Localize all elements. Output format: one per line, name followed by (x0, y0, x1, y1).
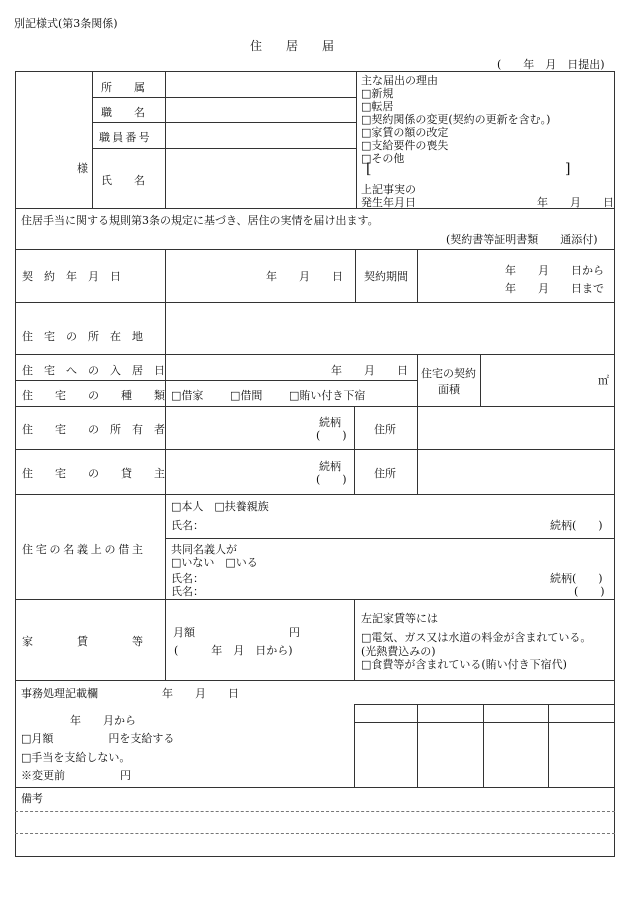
fact-date[interactable]: 年 月 日 (537, 196, 614, 209)
other-bracket-open: [ (366, 161, 372, 177)
reason-loss-checkbox[interactable]: □支給要件の喪失 (361, 139, 449, 152)
reason-new-checkbox[interactable]: □新規 (361, 87, 394, 100)
area-unit: ㎡ (598, 374, 609, 387)
lender-relation-value[interactable]: ( ) (316, 473, 347, 486)
co-name-2-label: 氏名： (171, 585, 204, 598)
sama-label: 様 (77, 162, 88, 175)
reason-move-checkbox[interactable]: □転居 (361, 100, 394, 113)
office-before-change[interactable]: ※変更前 円 (21, 769, 131, 782)
rent-includes-meals[interactable]: □食費等が含まれている(賄い付き下宿代) (361, 658, 567, 671)
co-name-1-label: 氏名： (171, 572, 204, 585)
office-date[interactable]: 年 月 日 (162, 687, 239, 700)
submission-date[interactable]: ( 年 月 日提出) (497, 58, 605, 71)
reason-heading: 主な届出の理由 (361, 74, 438, 87)
reason-contract-change-checkbox[interactable]: □契約関係の変更(契約の更新を含む。) (361, 113, 551, 126)
area-label-2: 面積 (438, 383, 460, 396)
affiliation-label: 所 属 (101, 81, 145, 94)
office-monthly-checkbox[interactable]: □月額 円を支給する (21, 732, 175, 745)
housing-type-label: 住 宅 の 種 類 (22, 389, 165, 402)
owner-relation-value[interactable]: ( ) (316, 429, 347, 442)
other-bracket-close: ] (565, 161, 571, 177)
contract-date-label: 契 約 年 月 日 (22, 270, 121, 283)
stamp-box-1[interactable] (355, 723, 417, 787)
rent-includes-utilities[interactable]: □電気、ガス又は水道の料金が含まれている。 (361, 631, 592, 644)
remarks-label: 備考 (21, 792, 43, 805)
stamp-box-3[interactable] (484, 723, 548, 787)
declaration-text: 住居手当に関する規則第3条の規定に基づき、居住の実情を届け出ます。 (21, 214, 379, 227)
office-heading: 事務処理記載欄 (21, 687, 98, 700)
move-in-label: 住 宅 へ の 入 居 日 (22, 364, 165, 377)
office-from[interactable]: 年 月から (70, 714, 136, 727)
owner-label: 住 宅 の 所 有 者 (22, 423, 165, 436)
staff-number-label: 職員番号 (99, 131, 152, 144)
contract-from[interactable]: 年 月 日から (505, 264, 604, 277)
rent-includes-heading: 左記家賃等には (361, 612, 438, 625)
rent-includes-utilities-note: (光熱費込みの) (361, 645, 436, 658)
move-in-value[interactable]: 年 月 日 (331, 364, 408, 377)
position-label: 職 名 (101, 106, 145, 119)
housing-type-rental-checkbox[interactable]: □借家 (171, 389, 204, 402)
contract-date-value[interactable]: 年 月 日 (266, 270, 343, 283)
office-no-pay-checkbox[interactable]: □手当を支給しない。 (21, 751, 131, 764)
lender-address-label: 住所 (374, 467, 396, 480)
co-borrower-options[interactable]: □いない □いる (171, 556, 258, 569)
co-borrower-heading: 共同名義人が (171, 543, 237, 556)
reason-other-checkbox[interactable]: □その他 (361, 152, 405, 165)
rent-monthly-label: 月額 (173, 626, 195, 639)
rent-yen: 円 (289, 626, 300, 639)
owner-relation-label: 続柄 (319, 416, 341, 429)
rent-label: 家 賃 等 (22, 635, 143, 648)
fact-label-2: 発生年月日 (361, 196, 416, 209)
borrower-label: 住宅の名義上の借主 (22, 543, 146, 556)
stamp-box-2[interactable] (418, 723, 483, 787)
borrower-relation[interactable]: 続柄( ) (550, 519, 603, 532)
lender-label: 住 宅 の 貸 主 (22, 467, 165, 480)
lender-relation-label: 続柄 (319, 460, 341, 473)
owner-address-label: 住所 (374, 423, 396, 436)
borrower-name-label: 氏名： (171, 519, 204, 532)
page-title: 住 居 届 (250, 39, 335, 53)
rent-since[interactable]: ( 年 月 日から) (174, 644, 293, 657)
name-label: 氏 名 (101, 174, 145, 187)
borrower-self-options[interactable]: □本人 □扶養親族 (171, 500, 269, 513)
co-relation-1[interactable]: 続柄( ) (550, 572, 603, 585)
fact-label-1: 上記事実の (361, 183, 416, 196)
housing-type-room-checkbox[interactable]: □借間 (230, 389, 263, 402)
stamp-box-4[interactable] (549, 723, 614, 787)
location-label: 住 宅 の 所 在 地 (22, 330, 143, 343)
form-reference: 別記様式(第3条関係) (14, 17, 118, 30)
contract-to[interactable]: 年 月 日まで (505, 282, 604, 295)
co-relation-2[interactable]: ( ) (574, 585, 605, 598)
housing-type-boarding-checkbox[interactable]: □賄い付き下宿 (289, 389, 366, 402)
area-label-1: 住宅の契約 (421, 367, 476, 380)
reason-rent-revision-checkbox[interactable]: □家賃の額の改定 (361, 126, 449, 139)
contract-period-label: 契約期間 (364, 270, 408, 283)
attachment-note[interactable]: (契約書等証明書類 通添付) (446, 233, 598, 246)
